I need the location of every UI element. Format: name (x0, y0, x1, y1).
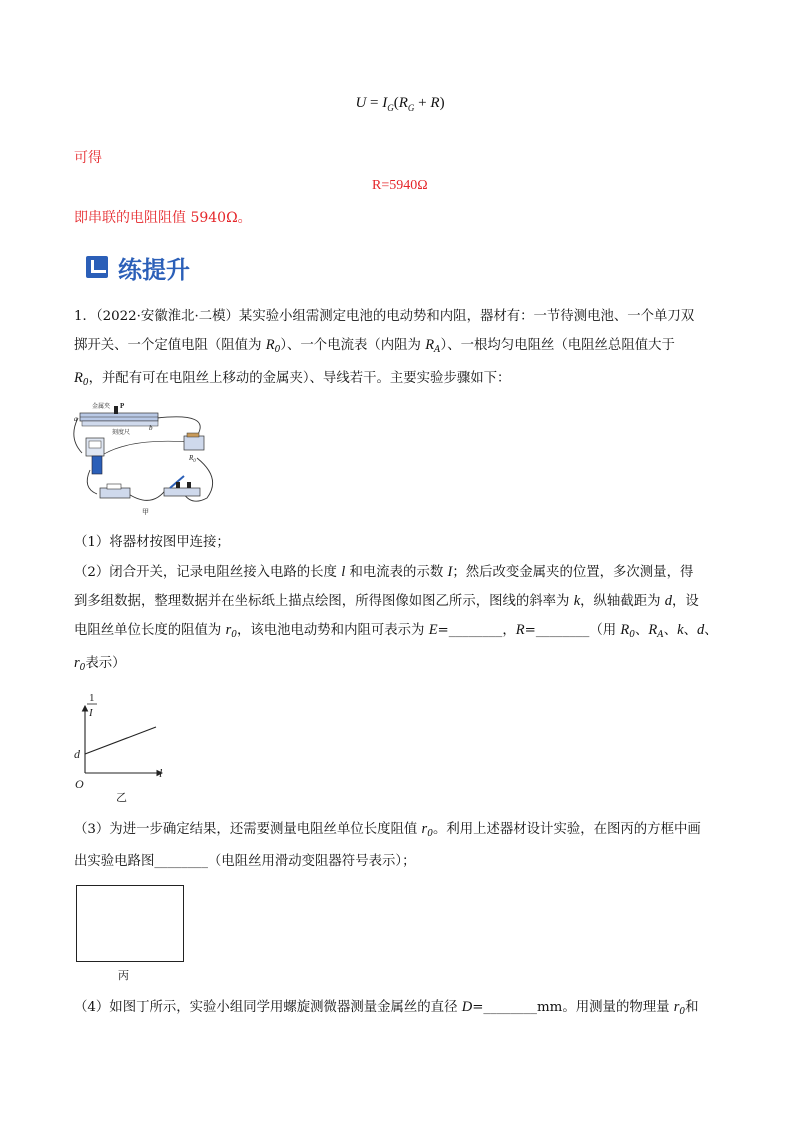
label-b: b (149, 424, 153, 432)
step-4: （4）如图丁所示，实验小组同学用螺旋测微器测量金属丝的直径 D=________mm。用测量的物理量 $r_0$和 (74, 999, 699, 1017)
step-2-line-4: $r_0$表示） (74, 655, 126, 673)
solution-conclusion: 即串联的电阻阻值 5940Ω。 (74, 210, 252, 226)
step-2 (74, 558, 730, 682)
question-stem (74, 303, 730, 397)
intercept-label: d (74, 747, 80, 761)
solution-result: R=5940Ω (372, 178, 428, 193)
solution-keyi: 可得 (74, 150, 102, 166)
formula-ohm: $U = I_G(R_G + R)$ (355, 95, 445, 113)
origin-label: O (75, 777, 84, 791)
section-title: 练提升 (118, 255, 190, 284)
section-header (86, 250, 190, 284)
figure-jia-apparatus (72, 398, 222, 518)
graph-yi-caption: 乙 (116, 791, 127, 804)
graph-yi (72, 688, 182, 808)
x-label: l (159, 766, 163, 780)
question-line-1: 1．（2022·安徽淮北·二模）某实验小组需测定电池的电动势和内阻，器材有：一节待测电池、一个单刀双 (74, 309, 695, 324)
step-2-line-3: 电阻丝单位长度的阻值为 $r_0$，该电池电动势和内阻可表示为 E=________，R=________（用 $R_0$、$R_A$、k、d、 (74, 622, 718, 640)
figure-jia-caption: 甲 (142, 508, 149, 516)
step-2-line-1: （2）闭合开关，记录电阻丝接入电路的长度 l 和电流表的示数 I；然后改变金属夹的位置，多次测量，得 (74, 564, 694, 580)
step-2-line-2: 到多组数据，整理数据并在坐标纸上描点绘图，所得图像如图乙所示，图线的斜率为 k，纵轴截距为 d，设 (74, 593, 699, 609)
label-p: P (120, 402, 125, 410)
figure-bing-box[interactable] (76, 885, 184, 962)
question-line-3: $R_0$，并配有可在电阻丝上移动的金属夹）、导线若干。主要实验步骤如下： (74, 370, 511, 388)
y-label-denominator: I (89, 707, 93, 719)
step-3-line-1: （3）为进一步确定结果，还需要测量电阻丝单位长度阻值 $r_0$。利用上述器材设计实验，在图丙的方框中画 (74, 821, 701, 839)
step-3-line-2: 出实验电路图________（电阻丝用滑动变阻器符号表示）； (74, 854, 416, 869)
graph-line (85, 727, 156, 754)
label-scale: 刻度尺 (112, 429, 131, 436)
y-label-numerator: 1 (89, 692, 95, 704)
label-a: a (74, 415, 78, 423)
figure-bing-caption: 丙 (118, 969, 129, 982)
step-3 (74, 815, 730, 876)
label-r0: $R_0$ (189, 454, 196, 464)
book-icon (86, 256, 108, 278)
step-1: （1）将器材按图甲连接； (74, 535, 230, 550)
label-clip: 金属夹 (92, 403, 111, 410)
question-line-2: 掷开关、一个定值电阻（阻值为 $R_0$）、一个电流表（内阻为 $R_A$）、一根均匀电阻丝（电阻丝总阻值大于 (74, 337, 675, 355)
